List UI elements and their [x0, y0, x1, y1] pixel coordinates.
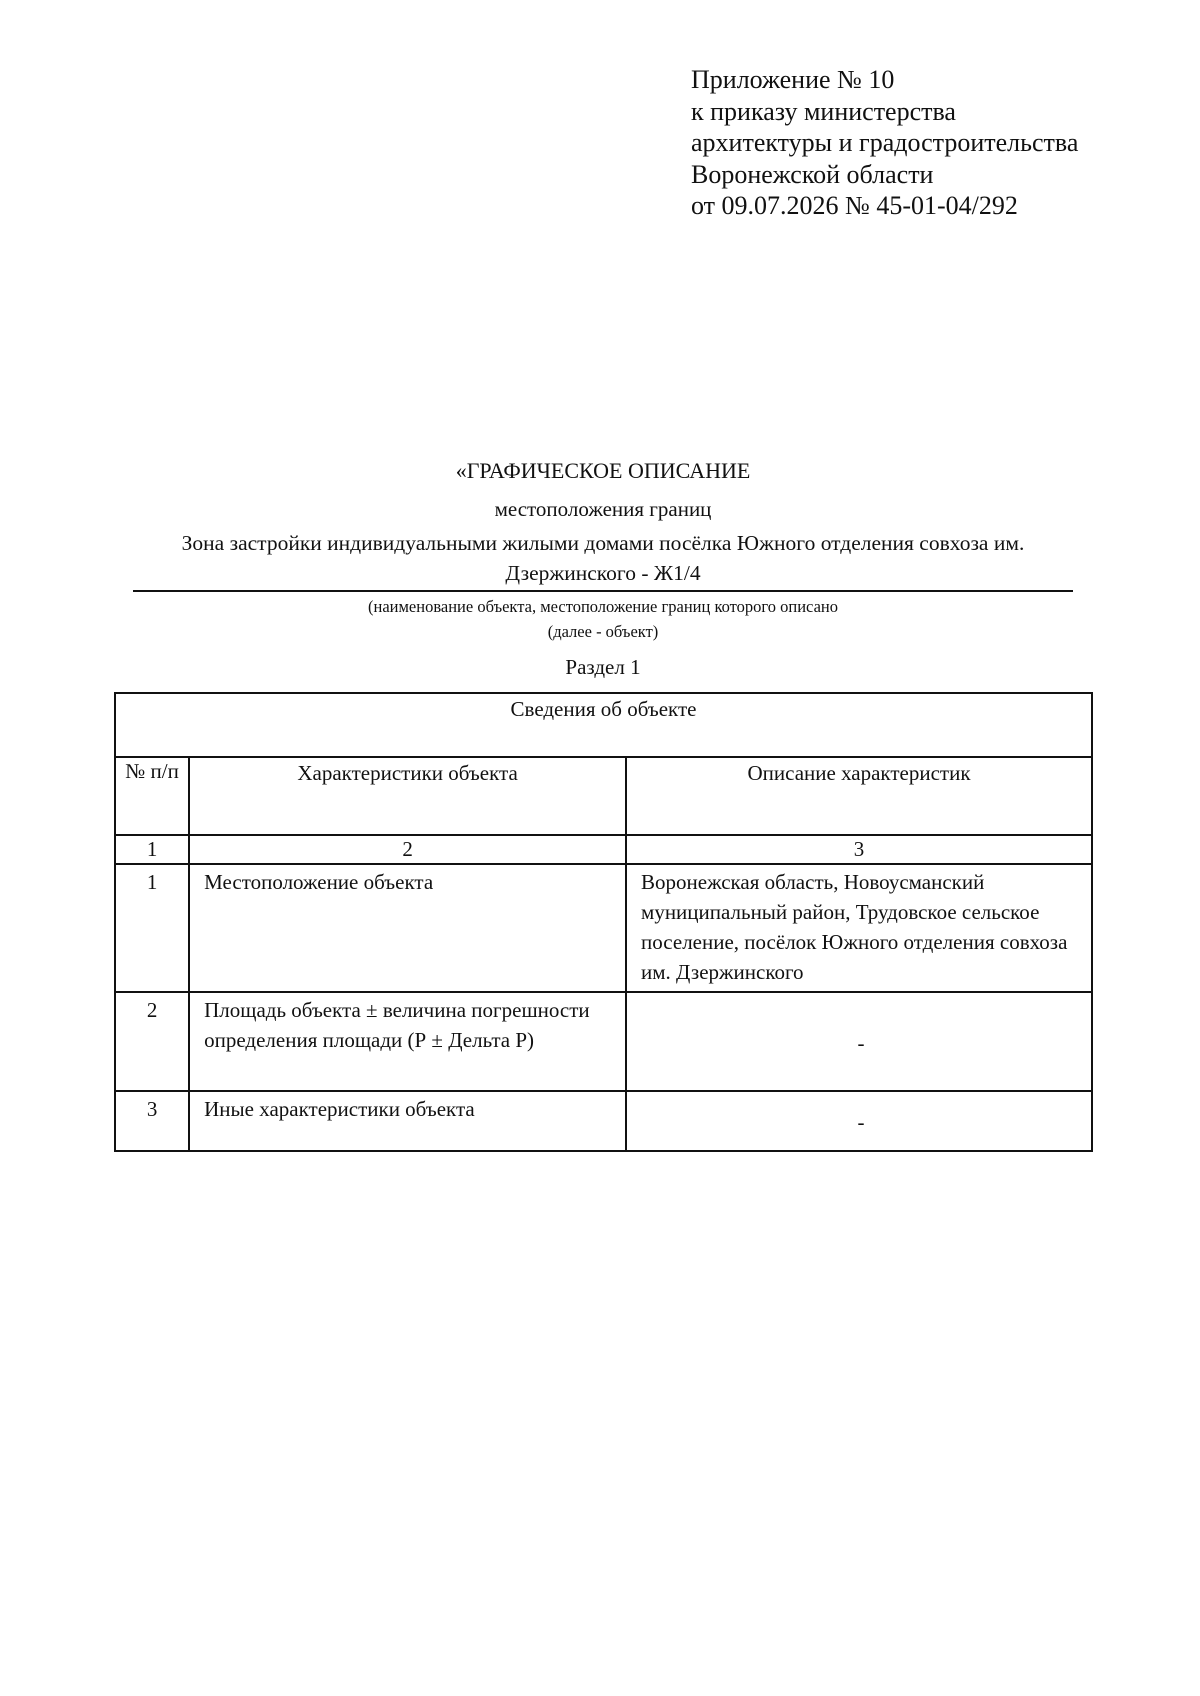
- column-number: 1: [115, 835, 189, 864]
- row-number: 3: [115, 1091, 189, 1151]
- column-number-row: [115, 835, 1092, 864]
- row-description: Воронежская область, Новоусманский муниципальный район, Трудовское сельское поселение, посёлок Южного отделения совхоза им. Дзержинского: [626, 864, 1092, 992]
- appendix-line: Приложение № 10: [691, 65, 895, 94]
- row-description: -: [626, 1091, 1092, 1151]
- table-title: Сведения об объекте: [115, 693, 1092, 757]
- appendix-header: [691, 64, 1078, 222]
- table-row: [115, 992, 1092, 1091]
- header-characteristic: Характеристики объекта: [189, 757, 626, 835]
- row-number: 1: [115, 864, 189, 992]
- appendix-line: к приказу министерства: [691, 96, 956, 126]
- appendix-line: Воронежской области: [691, 159, 934, 189]
- header-description: Описание характеристик: [626, 757, 1092, 835]
- column-number: 3: [626, 835, 1092, 864]
- appendix-line: от 09.07.2026 № 45-01-04/292: [691, 191, 1018, 220]
- row-characteristic: Иные характеристики объекта: [189, 1091, 626, 1151]
- row-characteristic: Площадь объекта ± величина погрешности определения площади (Р ± Дельта Р): [189, 992, 626, 1091]
- column-number: 2: [189, 835, 626, 864]
- object-info-table: [114, 692, 1093, 1152]
- table-row: [115, 1091, 1092, 1151]
- row-characteristic: Местоположение объекта: [189, 864, 626, 992]
- row-description: -: [626, 992, 1092, 1091]
- document-title: «ГРАФИЧЕСКОЕ ОПИСАНИЕ: [455, 458, 751, 483]
- object-caption-line: (далее - объект): [547, 622, 659, 641]
- table-header-row: [115, 757, 1092, 835]
- appendix-line: архитектуры и градостроительства: [691, 128, 1079, 157]
- object-caption-line: (наименование объекта, местоположение границ которого описано: [368, 597, 838, 616]
- title-block: [133, 456, 1073, 644]
- object-name: Зона застройки индивидуальными жилыми домами посёлка Южного отделения совхоза им. Дзержинского - Ж1/4: [133, 528, 1073, 592]
- header-number: № п/п: [115, 757, 189, 835]
- row-number: 2: [115, 992, 189, 1091]
- section-title: Раздел 1: [565, 655, 641, 679]
- document-subtitle: местоположения границ: [494, 497, 712, 521]
- table-title-row: [115, 693, 1092, 757]
- object-caption: [133, 594, 1073, 644]
- table-row: [115, 864, 1092, 992]
